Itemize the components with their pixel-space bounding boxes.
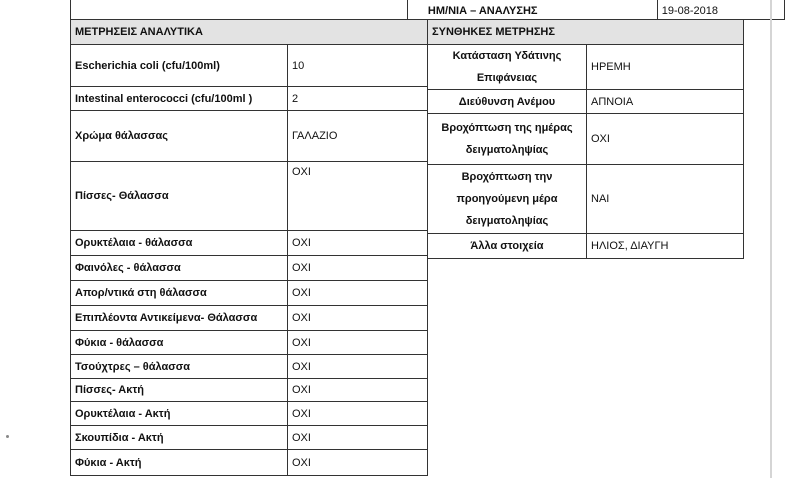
table-row <box>71 355 428 379</box>
measurement-value: ΟΧΙ <box>288 331 428 355</box>
condition-label-line: δειγματοληψίας <box>465 144 549 156</box>
scan-edge-shadow <box>770 0 772 478</box>
table-row <box>428 165 744 234</box>
measurement-label: Ορυκτέλαια - Ακτή <box>71 402 288 426</box>
measurement-value: ΟΧΙ <box>288 450 428 476</box>
condition-label-line: Βροχόπτωση την <box>461 171 553 183</box>
table-row <box>71 426 428 450</box>
table-row <box>428 45 744 90</box>
conditions-table <box>427 19 744 259</box>
measurements-title: ΜΕΤΡΗΣΕΙΣ ΑΝΑΛΥΤΙΚΑ <box>71 20 428 45</box>
measurement-value: ΟΧΙ <box>288 402 428 426</box>
condition-value: ΟΧΙ <box>587 114 744 165</box>
condition-label-line: Βροχόπτωση της ημέρας <box>441 122 573 134</box>
condition-label-line: Επιφάνειας <box>476 72 538 84</box>
condition-value: ΗΡΕΜΗ <box>587 45 744 90</box>
condition-label <box>428 114 587 165</box>
measurement-label: Escherichia coli (cfu/100ml) <box>71 45 288 87</box>
table-row <box>71 111 428 162</box>
table-row <box>71 87 428 111</box>
measurement-label: Τσούχτρες – θάλασσα <box>71 355 288 379</box>
measurement-value: ΓΑΛΑΖΙΟ <box>288 111 428 162</box>
table-row <box>428 90 744 114</box>
measurement-value: 2 <box>288 87 428 111</box>
measurement-value: ΟΧΙ <box>288 426 428 450</box>
condition-value: ΗΛΙΟΣ, ΔΙΑΥΓΗ <box>587 234 744 259</box>
table-row <box>71 450 428 476</box>
table-row <box>71 379 428 402</box>
condition-label <box>428 45 587 90</box>
measurement-value: ΟΧΙ <box>288 355 428 379</box>
measurement-label: Φαινόλες - θάλασσα <box>71 256 288 281</box>
condition-label <box>428 234 587 259</box>
measurement-label: Επιπλέοντα Αντικείμενα- Θάλασσα <box>71 306 288 331</box>
measurement-label: Ορυκτέλαια - θάλασσα <box>71 231 288 256</box>
measurement-label: Intestinal enterococci (cfu/100ml ) <box>71 87 288 111</box>
measurement-value: ΟΧΙ <box>288 281 428 306</box>
measurements-table <box>70 19 428 476</box>
condition-label-line: προηγούμενη μέρα <box>456 193 558 205</box>
measurement-label: Πίσσες- Ακτή <box>71 379 288 402</box>
measurement-value: ΟΧΙ <box>288 162 428 231</box>
measurement-value: 10 <box>288 45 428 87</box>
table-row <box>71 281 428 306</box>
condition-label-line: Κατάσταση Υδάτινης <box>452 50 562 62</box>
measurement-value: ΟΧΙ <box>288 306 428 331</box>
condition-label <box>428 90 587 114</box>
analysis-date-value: 19-08-2018 <box>657 0 784 19</box>
condition-value: ΑΠΝΟΙΑ <box>587 90 744 114</box>
measurement-label: Απορ/ντικά στη θάλασσα <box>71 281 288 306</box>
condition-label-line: Διεύθυνση Ανέμου <box>458 95 556 108</box>
condition-label <box>428 165 587 234</box>
table-row <box>71 162 428 231</box>
scan-speck <box>6 435 9 438</box>
measurement-label: Φύκια - Ακτή <box>71 450 288 476</box>
header-blank-cell <box>71 0 408 19</box>
header-strip <box>70 0 785 20</box>
measurement-label: Πίσσες- Θάλασσα <box>71 162 288 231</box>
conditions-header-row <box>428 20 744 45</box>
table-row <box>71 231 428 256</box>
measurement-value: ΟΧΙ <box>288 379 428 402</box>
table-row <box>428 234 744 259</box>
condition-label-line: Άλλα στοιχεία <box>470 240 544 252</box>
table-row <box>71 256 428 281</box>
measurements-header-row <box>71 20 428 45</box>
measurement-label: Χρώμα θάλασσας <box>71 111 288 162</box>
condition-value: ΝΑΙ <box>587 165 744 234</box>
measurement-value: ΟΧΙ <box>288 231 428 256</box>
table-row <box>71 45 428 87</box>
table-row <box>71 331 428 355</box>
table-row <box>71 402 428 426</box>
table-row <box>428 114 744 165</box>
measurement-label: Φύκια - θάλασσα <box>71 331 288 355</box>
measurement-label: Σκουπίδια - Ακτή <box>71 426 288 450</box>
table-row <box>71 306 428 331</box>
measurement-value: ΟΧΙ <box>288 256 428 281</box>
conditions-title: ΣΥΝΘΗΚΕΣ ΜΕΤΡΗΣΗΣ <box>428 20 744 45</box>
condition-label-line: δειγματοληψίας <box>465 215 549 227</box>
analysis-date-label: ΗΜ/ΝΙΑ – ΑΝΑΛΥΣΗΣ <box>407 0 657 19</box>
